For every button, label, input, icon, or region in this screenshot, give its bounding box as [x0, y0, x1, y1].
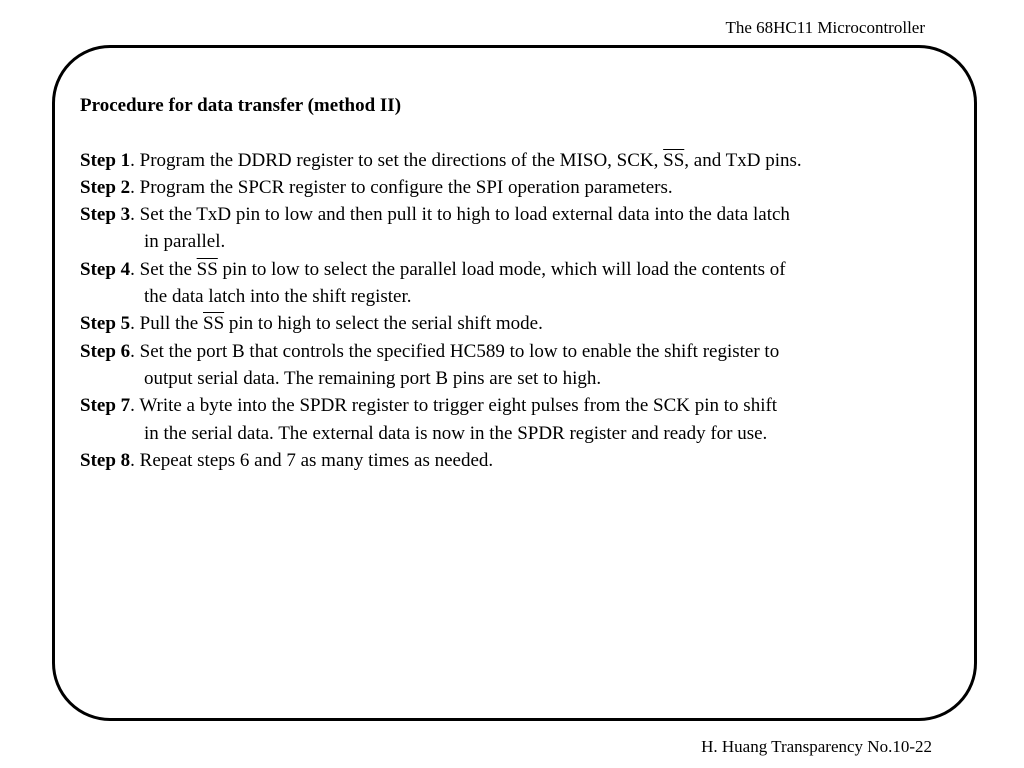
step-5-text-end: pin to high to select the serial shift mode.	[224, 313, 543, 335]
step-6-label: Step 6	[80, 340, 131, 362]
step-7-continuation: in the serial data. The external data is now in the SPDR register and ready for use.	[144, 422, 768, 444]
step-3	[80, 201, 960, 228]
ss-signal-overbar: $\overline{SS}$	[663, 149, 685, 171]
step-4-text-end: pin to low to select the parallel load mode, which will load the contents of	[217, 258, 786, 280]
step-8-text: . Repeat steps 6 and 7 as many times as needed.	[130, 449, 494, 471]
step-5	[80, 310, 960, 337]
step-4-label: Step 4	[80, 258, 131, 280]
step-7-label: Step 7	[80, 395, 131, 417]
step-7	[80, 392, 960, 419]
step-2-text: . Program the SPCR register to configure the SPI operation parameters.	[130, 176, 673, 198]
step-1-text-end: , and TxD pins.	[684, 149, 802, 171]
step-1-label: Step 1	[80, 149, 131, 171]
step-2-label: Step 2	[80, 176, 131, 198]
section-heading: Procedure for data transfer (method II)	[80, 95, 402, 116]
page-footer: H. Huang Transparency No.10-22	[701, 737, 932, 756]
slide-content	[80, 92, 960, 474]
step-5-label: Step 5	[80, 313, 131, 335]
step-1	[80, 147, 960, 174]
step-4-text: . Set the	[130, 258, 197, 280]
step-6	[80, 338, 960, 365]
page-header-title: The 68HC11 Microcontroller	[725, 18, 925, 37]
step-5-text: . Pull the	[130, 313, 203, 335]
step-3-continuation: in parallel.	[144, 231, 226, 253]
step-6-text: . Set the port B that controls the specified HC589 to low to enable the shift register to	[130, 340, 780, 362]
step-7-text: . Write a byte into the SPDR register to trigger eight pulses from the SCK pin to shift	[130, 395, 778, 417]
step-3-label: Step 3	[80, 204, 131, 226]
step-4-continuation: the data latch into the shift register.	[144, 286, 412, 308]
step-8-label: Step 8	[80, 449, 131, 471]
step-6-continuation: output serial data. The remaining port B pins are set to high.	[144, 367, 602, 389]
step-2	[80, 174, 960, 201]
step-8	[80, 447, 960, 474]
step-3-text: . Set the TxD pin to low and then pull it to high to load external data into the data latch	[130, 204, 790, 226]
step-1-text: . Program the DDRD register to set the directions of the MISO, SCK,	[130, 149, 664, 171]
step-4	[80, 256, 960, 283]
ss-signal-overbar: $\overline{SS}$	[196, 258, 218, 280]
ss-signal-overbar: $\overline{SS}$	[203, 313, 225, 335]
